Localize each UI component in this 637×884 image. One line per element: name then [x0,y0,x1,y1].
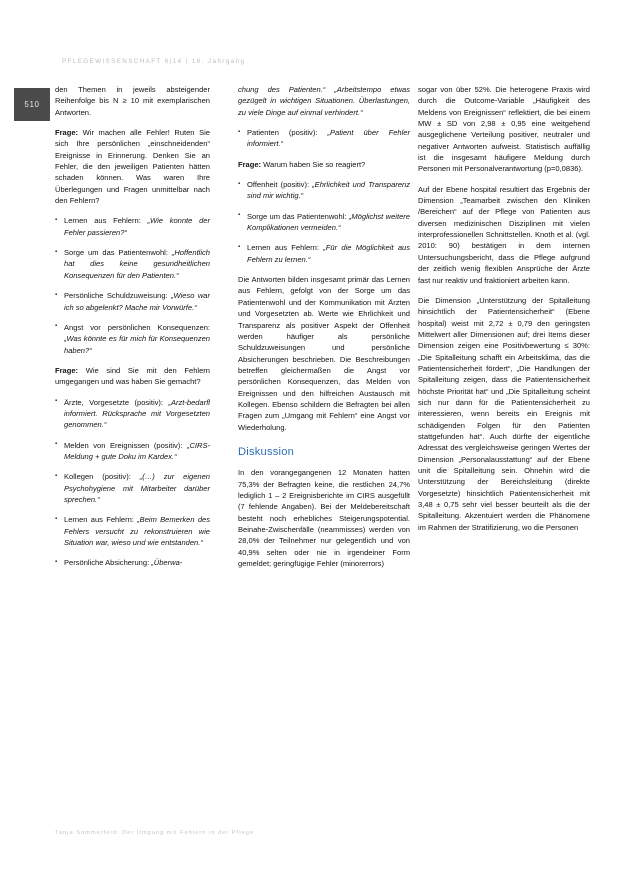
answer-quote: „Arzt-bedarfl informiert. Rücksprache mit Vorgesetzten genommen.“ [64,397,210,430]
col2-question-three-text: Warum haben Sie so reagiert? [261,159,366,169]
answer-category: Lernen aus Fehlern: [64,216,148,226]
page-number-tab [14,88,50,121]
answer-category: Patienten (positiv): [247,128,328,138]
col1-question-one-text: Wir machen alle Fehler! Ruten Sie sich Ihre persönlichen „einschneidenden“ Ereignisse in Erinnerung. Denken Sie an Fehler, die den jeweiligen Patienten hätten schaden können. Was waren Ihre Überlegungen und Fragen unmittelbar nach den Fehlern? [55,128,210,206]
list-item [238,179,410,202]
list-item [55,557,210,568]
list-item [55,215,210,238]
answer-quote: „(…) zur eigenen Psychohygiene mit Mitarbeiter darüber sprechen.“ [64,472,210,504]
answer-category: Persönliche Absicherung: [64,558,152,568]
answer-category: Sorge um das Patientenwohl: [64,248,172,258]
answer-quote: „Wieso war ich so abgelenkt? Mache mir Vorwürfe.“ [64,291,211,312]
section-heading-diskussion: Diskussion [238,445,295,458]
col2-answer-list-top [238,127,410,150]
answer-category: Sorge um das Patientenwohl: [247,211,349,221]
answer-quote: „Ehrlichkeit und Transparenz sind mir wichtig.“ [247,180,410,201]
col3-hospital-paragraph: Auf der Ebene hospital resultiert das Ergebnis der Dimension „Teamarbeit zwischen den Kliniken /Bereichen“ auf der Pflege von Patienten aus diversen medizinischen Disziplinen mit vielen interprofessionellen Schnittstellen. Knoth et al. (vgl. 2010: 90) bestätigen in dem internen Untersuchungsbericht, dass die Pflege aufgrund der zeitlich wenig flexiblen Ansprüche der Ärzte fast nur reaktiv und fraktioniert arbeiten kann. [418,184,590,285]
answer-quote: „Wie konnte der Fehler passieren?“ [64,216,210,237]
col2-question-three-label: Frage: [238,159,262,169]
col1-question-one [55,127,210,206]
answer-quote: „Was könnte es für mich für Konsequenzen haben?“ [64,334,210,355]
answer-category: Lernen aus Fehlern: [64,515,138,525]
answer-category: Angst vor persönlichen Konsequenzen: [64,322,210,332]
answer-quote: „Hoffentlich hat dies keine gesundheitlichen Konsequenzen für den Patienten.“ [64,248,210,280]
list-item [238,127,410,150]
col1-question-two-label: Frage: [55,365,79,375]
answer-quote: „CIRS-Meldung + gute Doku im Kardex.“ [64,440,210,461]
list-item [55,514,210,548]
answer-category: Lernen aus Fehlern: [247,243,324,253]
answer-quote: „Patient über Fehler informiert.“ [247,128,410,149]
answer-category: Kollegen (positiv): [64,472,140,482]
list-item [55,247,210,281]
col1-question-two [55,365,210,388]
col1-answer-list-two [55,397,210,569]
col1-answer-list-one [55,215,210,355]
col1-question-one-label: Frage: [55,128,79,138]
answer-quote: „Überwa- [151,558,183,568]
col2-discussion-paragraph: In den vorangegangenen 12 Monaten hatten 75,3% der Befragten keine, die restlichen 24,7% lediglich 1 – 2 Ereignisberichte im CIRS ausgefüllt (7 fehlende Angaben). Bei der Meldebereitschaft besteht noch erhebliches Steigerungspotential. Beinahe-Zwischenfälle (neammisses) werden von 28,0% der Teilnehmer nur gelegentlich und von 40,9% selten oder nie in irgendeiner Form gemeldet; geringfügige Fehler (minorerrors) [238,468,410,569]
column-one [55,84,210,569]
column-three [418,84,590,542]
list-item [55,440,210,463]
answer-quote: „Für die Möglichkeit aus Fehlern zu lernen.“ [247,243,410,264]
page-number-label: 510 [24,100,40,109]
col1-intro-paragraph: den Themen in jeweils absteigender Reihenfolge bis N ≥ 10 mit exemplarischen Antworten. [55,85,210,117]
answer-quote: „Beim Bemerken des Fehlers versucht zu rekonstruieren wie Situation war, wieso und wie entstanden.“ [64,515,210,547]
running-head: PFLEGEWISSENSCHAFT 6|14 | 16. Jahrgang [62,58,246,65]
answer-category: Persönliche Schuldzuweisung: [64,291,172,301]
answer-category: Melden von Ereignissen (positiv): [64,440,187,450]
col1-question-two-text: Wie sind Sie mit den Fehlern umgegangen und was haben Sie gemacht? [55,365,210,387]
column-two [238,84,410,578]
list-item [55,322,210,356]
col3-dimension-paragraph: Die Dimension „Unterstützung der Spitalleitung hinsichtlich der Patientensicherheit“ (Ebene hospital) weist mit 2,72 ± 0,79 den geringsten Mittelwert aller Dimensionen auf; drei Items dieser Dimension zeigen eine Positivbewertung ≤ 30%: „Die Spitalleitung schafft ein Arbeitsklima, das die Patientensicherheit fördert“, „Die Handlungen der Spitalleitung zeigen, dass die Patientensicherheit höchste Priorität hat“ und „Die Spitalleitung scheint sich nur dann für die Patientensicherheit zu interessieren, wenn bereits ein Ereignis mit schädigenden Folgen für den Patienten stattgefunden hat“. Auch dürfte der eigentliche Adressat des vergleichsweise geringen Wertes der Dimension „Personalausstattung“ auf der Ebene unit die Spitalleitung sein. Ohnehin wird die Unterstützung der Bereichsleitung (direkte Vorgesetzte) hinsichtlich Patientensicherheit mit 3,48 ± 0,75 sehr viel besser beurteilt als die der Spitalleitung. Akzentuiert werden die Phänomene im Rahmen der Stratifizierung, wo die Personen [418,295,590,532]
list-item [55,290,210,313]
answer-category: Offenheit (positiv): [247,180,313,190]
list-item [238,211,410,234]
list-item [238,242,410,265]
col2-summary-paragraph: Die Antworten bilden insgesamt primär das Lernen aus Fehlern, gefolgt von der Sorge um das Patientenwohl und der Kommunikation mit Ärzten und Vorgesetzten ab. Werte wie Ehrlichkeit und Transparenz als positiver Aspekt der Offenheit werden häufiger als persönliche Schuldzuweisungen und persönliche Absicherungen beschrieben. Die Beschreibungen betreffen gleichermaßen die Angst vor persönlichen Konsequenzen, das Melden von Ereignissen und den hilfreichen Austausch mit Kollegen. Ebenso schildern die Befragten bei allen Fragen zum „Umgang mit Fehlern“ eine Angst vor Wiederholung. [238,275,410,432]
col2-question-three [238,159,410,170]
col2-continued-quote: chung des Patienten.“ „Arbeitstempo etwas gezügelt in wichtigen Situationen. Überlastungen, zu viele Dinge auf einmal verhindert.“ [238,85,410,117]
list-item [55,397,210,431]
footer-citation: Tanja Sommerfeld: Der Umgang mit Fehlern in der Pflege [55,830,255,836]
list-item [55,471,210,505]
col3-continued-paragraph: sogar von über 52%. Die heterogene Praxis wird durch die Outcome-Variable „Häufigkeit des Meldens von Ereignissen“ reflektiert, die bei einem MW ± SD von 2,98 ± 0,95 eine weitgehend ausgeglichene Verteilung positiver, neutraler und negativer Antworten aufweist. Statistisch auffällig ist die insgesamt häufigere Meldung durch Personen mit Personalverantwortung (p=0,0836). [418,85,590,174]
answer-category: Ärzte, Vorgesetzte (positiv): [64,397,169,407]
answer-quote: „Möglichst weitere Komplikationen vermeiden.“ [247,211,410,233]
col2-answer-list-three [238,179,410,265]
